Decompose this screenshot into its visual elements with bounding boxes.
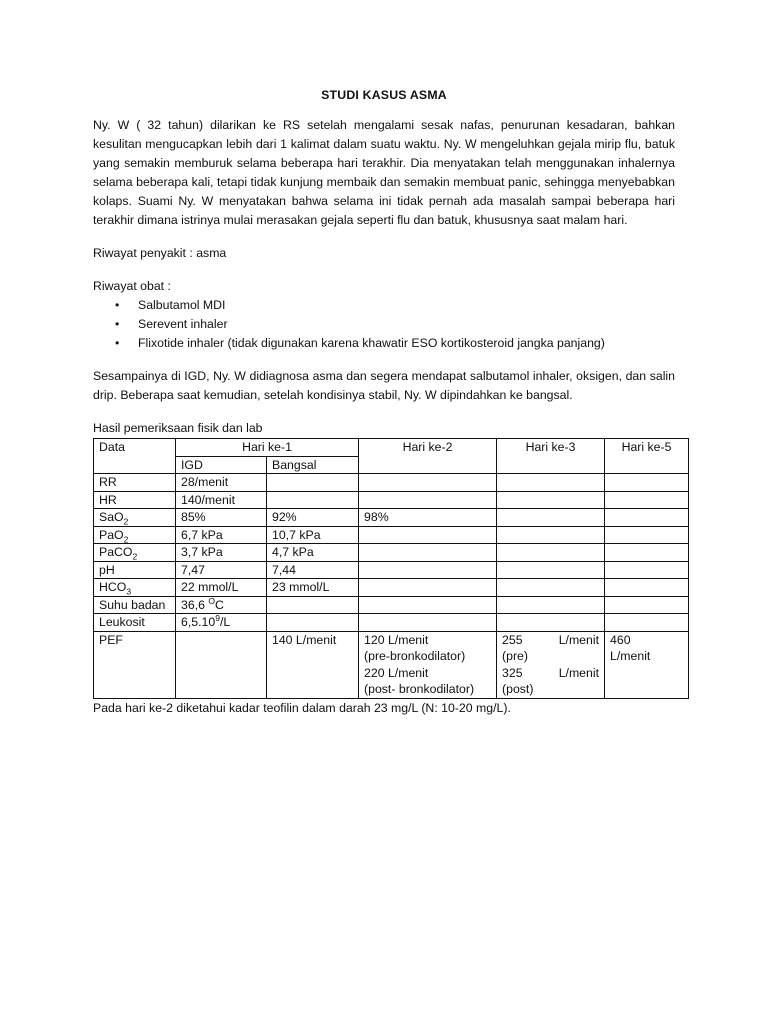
table-row: Suhu badan 36,6 $^O$C: [94, 596, 689, 614]
header-day-2: Hari ke-2: [359, 439, 497, 474]
table-caption: Hasil pemeriksaan fisik dan lab: [93, 421, 263, 435]
table-row: PaCO$_2$ 3,7 kPa 4,7 kPa: [94, 544, 689, 562]
document-title: STUDI KASUS ASMA: [321, 88, 447, 102]
list-item: • Flixotide inhaler (tidak digunakan karena khawatir ESO kortikosteroid jangka panjang): [93, 334, 675, 353]
disease-history: Riwayat penyakit : asma: [93, 246, 227, 260]
bullet-icon: •: [115, 336, 120, 350]
table-row: pH 7,47 7,44: [94, 561, 689, 579]
table-header-row: [94, 439, 689, 457]
subheader-igd: IGD: [176, 456, 267, 474]
medication-history-heading: Riwayat obat :: [93, 279, 171, 293]
header-day-1: Hari ke-1: [176, 439, 359, 457]
medication-list: [93, 296, 675, 353]
igd-description: Sesampainya di IGD, Ny. W didiagnosa asma dan segera mendapat salbutamol inhaler, oksigen, dan salin drip. Beberapa saat kemudian, setelah kondisinya stabil, Ny. W dipindahkan ke bangsal.: [93, 369, 675, 402]
table-row: PaO$_2$ 6,7 kPa 10,7 kPa: [94, 526, 689, 544]
table-row: $HCO_3$ 22 mmol/L 23 mmol/L: [94, 579, 689, 597]
table-row: SaO$_2$ 85% 92% 98%: [94, 509, 689, 527]
header-data: Data: [94, 439, 176, 474]
table-row: PEF 140 L/menit 120 L/menit (pre-bronkodilator) 220 L/menit (post- bronkodilator) 255 L/menit (pre) 325 L/menit (post) 460 L/menit: [94, 631, 689, 698]
header-day-3: Hari ke-3: [497, 439, 605, 474]
table-row: HR 140/menit: [94, 491, 689, 509]
list-item: • Serevent inhaler: [93, 315, 675, 334]
subheader-bangsal: Bangsal: [267, 456, 359, 474]
lab-results-table: [93, 438, 689, 699]
bullet-icon: •: [115, 298, 120, 312]
document-content: [93, 86, 675, 718]
bullet-icon: •: [115, 317, 120, 331]
table-row: RR 28/menit: [94, 474, 689, 492]
table-row: Leukosit 6,5.10$^9$/L: [94, 614, 689, 632]
list-item: • Salbutamol MDI: [93, 296, 675, 315]
header-day-5: Hari ke-5: [605, 439, 689, 474]
theophylline-note: Pada hari ke-2 diketahui kadar teofilin dalam darah 23 mg/L (N: 10-20 mg/L).: [93, 700, 511, 715]
case-description: Ny. W ( 32 tahun) dilarikan ke RS setelah mengalami sesak nafas, penurunan kesadaran, bahkan kesulitan mengucapkan lebih dari 1 kalimat dalam suatu waktu. Ny. W mengeluhkan gejala mirip flu, batuk yang semakin memburuk selama beberapa hari terakhir. Dia menyatakan telah menggunakan inhalernya selama beberapa kali, tetapi tidak kunjung membaik dan semakin membuat panic, sehingga menyebabkan kolaps. Suami Ny. W menyatakan bahwa selama ini tidak pernah ada masalah sampai beberapa hari terakhir dimana istrinya mulai merasakan gejala seperti flu dan batuk, khususnya saat malam hari.: [93, 118, 675, 227]
